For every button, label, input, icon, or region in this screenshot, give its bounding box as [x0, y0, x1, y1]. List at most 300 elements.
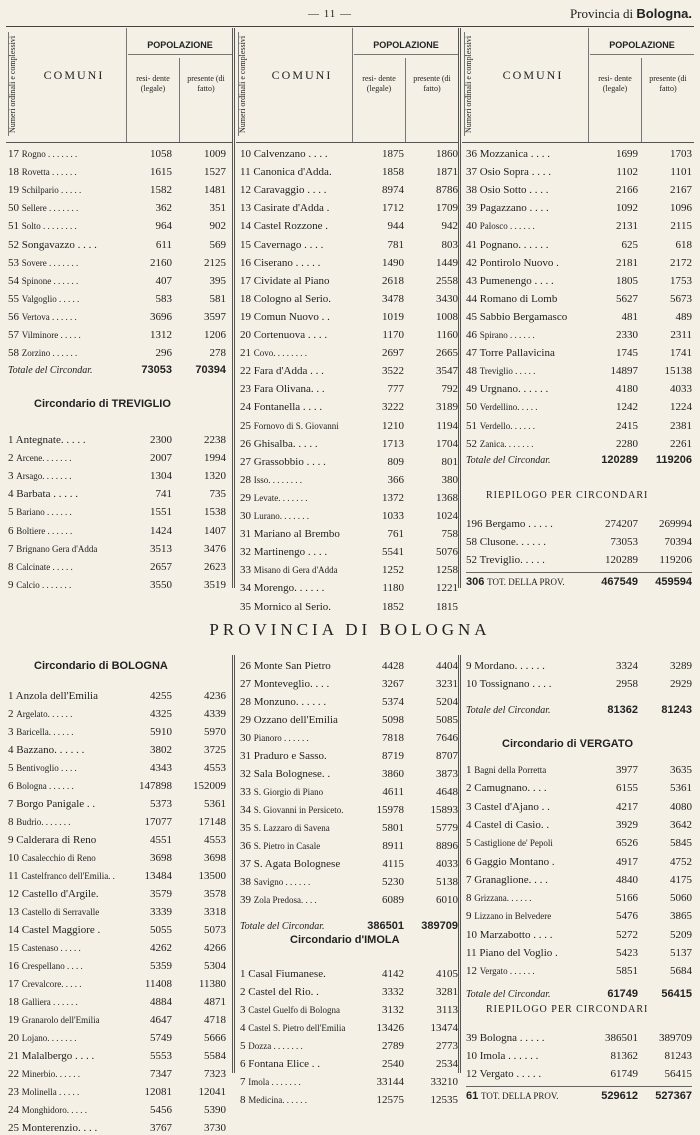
row-residente: 2540	[382, 1058, 404, 1070]
row-number: 6	[466, 855, 472, 868]
table-row	[240, 804, 458, 817]
row-residente: 8719	[382, 750, 404, 762]
row-number: 8	[466, 892, 472, 905]
row-number: 44	[466, 292, 477, 305]
table-row	[240, 293, 458, 306]
row-presente: 1704	[436, 437, 458, 450]
row-number: 19	[8, 184, 19, 197]
row-number: 19	[8, 1014, 19, 1026]
table-row	[240, 202, 458, 215]
row-name	[8, 744, 84, 757]
total-row	[8, 364, 226, 378]
table-row	[8, 293, 226, 306]
table-row	[466, 257, 692, 270]
row-comune: Tossignano . . . .	[479, 678, 552, 690]
row-presente: 3578	[204, 888, 226, 900]
table-row	[466, 782, 692, 795]
row-residente: 5272	[616, 928, 638, 941]
row-presente: 4339	[204, 708, 226, 720]
row-number: 30	[240, 510, 251, 522]
row-comune: Molinella . . . . .	[21, 1087, 80, 1097]
row-residente: 3324	[616, 660, 638, 672]
row-name	[240, 858, 340, 871]
table-row	[8, 220, 226, 233]
table-row	[466, 837, 692, 850]
row-comune: S. Pietro in Casale	[253, 841, 321, 851]
row-name	[240, 275, 330, 288]
row-number: 26	[240, 660, 251, 672]
row-presente: 8896	[436, 840, 458, 852]
row-comune: Zorzino . . . . . .	[21, 348, 78, 359]
row-comune: Comun Nuovo . .	[253, 310, 330, 323]
row-number: 8	[8, 560, 14, 573]
riepilogo-total	[466, 1090, 692, 1104]
row-presente: 380	[441, 473, 458, 486]
row-residente: 5553	[150, 1050, 172, 1062]
row-residente: 1033	[382, 510, 404, 522]
row-residente: 5098	[382, 714, 404, 726]
row-name	[8, 978, 81, 991]
row-presente: 5085	[436, 714, 458, 726]
row-number: 18	[8, 996, 19, 1008]
column-header-presente: presente (di fatto)	[413, 74, 451, 93]
column-header-popolazione: POPOLAZIONE	[128, 40, 232, 55]
row-residente: 1019	[382, 310, 404, 323]
row-comune: Castenaso . . . . .	[21, 943, 81, 953]
table-row	[466, 801, 692, 814]
row-name	[466, 1032, 545, 1045]
row-comune: Imola . . . . . .	[479, 1050, 539, 1062]
row-presente: 56415	[664, 1068, 692, 1080]
row-number: 7	[466, 873, 472, 886]
row-comune: Rogno . . . . . . .	[21, 149, 78, 159]
table-row	[240, 401, 458, 414]
row-residente: 5166	[616, 892, 638, 905]
row-presente: 33210	[430, 1076, 458, 1088]
row-name	[466, 239, 549, 252]
row-presente: 81243	[664, 1050, 692, 1062]
row-presente: 2261	[670, 437, 692, 450]
column-rule	[458, 28, 461, 588]
riepilogo-total-number: 306	[466, 576, 485, 588]
row-name	[466, 347, 555, 360]
row-residente: 741	[155, 488, 172, 501]
row-presente: 7323	[204, 1068, 226, 1080]
row-presente: 1481	[204, 184, 226, 197]
row-number: 6	[8, 524, 14, 537]
row-number: 25	[240, 419, 251, 432]
row-name	[466, 947, 558, 960]
row-number: 20	[240, 329, 251, 341]
row-presente: 1320	[204, 470, 226, 483]
row-comune: Zola Predosa. . . .	[253, 895, 317, 905]
table-row	[240, 1076, 458, 1089]
row-name	[240, 401, 322, 414]
row-name	[240, 1040, 303, 1053]
row-number: 11	[240, 166, 251, 179]
row-name	[240, 1004, 340, 1017]
row-comune: Mornico al Serio.	[253, 600, 332, 613]
row-residente: 3579	[150, 888, 172, 900]
row-name	[8, 506, 72, 519]
row-residente: 15978	[376, 804, 404, 816]
row-number: 10	[466, 928, 477, 941]
column-header-ordinal: Numeri ordinali e complessivi	[238, 32, 254, 136]
row-number: 13	[8, 906, 19, 918]
table-row	[8, 148, 226, 161]
row-comune: Songavazzo . . . .	[21, 238, 97, 251]
row-residente: 781	[387, 238, 404, 251]
row-presente: 5673	[670, 292, 692, 305]
row-number: 26	[240, 437, 251, 450]
row-number: 35	[240, 822, 251, 834]
table-row	[240, 492, 458, 505]
row-residente: 2618	[382, 274, 404, 287]
row-number: 35	[240, 600, 251, 613]
table-row	[8, 1068, 226, 1081]
row-presente: 4404	[436, 660, 458, 672]
table-row	[466, 1050, 692, 1063]
row-presente: 758	[441, 528, 458, 541]
row-name	[466, 801, 550, 814]
row-presente: 1860	[436, 148, 458, 160]
row-presente: 13474	[430, 1022, 458, 1034]
row-number: 50	[8, 202, 19, 215]
row-presente: 269994	[659, 518, 692, 530]
row-comune: Clusone. . . . . .	[479, 536, 547, 548]
row-number: 12	[466, 1068, 477, 1080]
row-presente: 5137	[670, 947, 692, 959]
row-presente: 5779	[436, 822, 458, 834]
row-name	[8, 452, 71, 465]
total-residente: 81362	[607, 704, 638, 716]
row-name	[240, 383, 325, 396]
row-name	[240, 1094, 307, 1107]
row-presente: 3730	[204, 1122, 226, 1134]
table-row	[8, 275, 226, 288]
table-row	[8, 780, 226, 793]
table-row	[240, 696, 458, 709]
row-name	[240, 968, 326, 981]
table-row	[240, 275, 458, 288]
row-presente: 3476	[204, 542, 226, 555]
row-comune: Romano di Lomb	[479, 292, 558, 305]
table-row	[240, 894, 458, 907]
table-row	[240, 564, 458, 577]
row-number: 31	[240, 528, 251, 541]
row-residente: 1170	[382, 329, 404, 341]
row-residente: 147898	[139, 780, 172, 792]
row-residente: 4255	[150, 690, 172, 702]
row-comune: Treviglio. . . . .	[479, 554, 545, 566]
row-residente: 2166	[616, 184, 638, 197]
row-comune: Calvenzano . . . .	[253, 148, 328, 160]
row-number: 12	[240, 184, 251, 197]
row-presente: 1009	[204, 148, 226, 160]
row-comune: Fontanella . . . .	[253, 401, 323, 414]
row-comune: Zanica. . . . . . .	[479, 438, 534, 449]
row-comune: S. Lazzaro di Savena	[253, 823, 330, 833]
table-row	[240, 474, 458, 487]
row-number: 39	[466, 202, 477, 215]
row-presente: 351	[209, 202, 226, 215]
row-name	[240, 678, 329, 691]
row-comune: Fara d'Adda . . .	[253, 365, 324, 378]
row-residente: 3696	[150, 310, 172, 323]
row-number: 54	[8, 274, 19, 287]
row-number: 1	[240, 968, 246, 980]
table-row	[466, 536, 692, 549]
row-name	[240, 257, 320, 270]
row-name	[466, 536, 546, 549]
row-residente: 1092	[616, 202, 638, 215]
table-row	[240, 510, 458, 523]
row-presente: 119206	[659, 554, 692, 566]
row-number: 28	[240, 473, 251, 486]
circondario-heading: Circondario di TREVIGLIO	[34, 398, 171, 410]
table-row	[8, 942, 226, 955]
riepilogo-total-presente: 527367	[655, 1090, 692, 1102]
row-comune: Calderara di Reno	[16, 834, 97, 846]
row-number: 15	[240, 238, 251, 251]
row-name	[8, 1032, 77, 1045]
table-row	[8, 870, 226, 883]
row-residente: 2160	[150, 256, 172, 269]
row-residente: 3929	[616, 818, 638, 831]
table-row	[8, 506, 226, 519]
row-presente: 5060	[670, 892, 692, 905]
table-row	[240, 582, 458, 595]
row-residente: 1210	[382, 419, 404, 432]
row-name	[8, 1122, 97, 1135]
total-presente: 389709	[421, 920, 458, 932]
row-number: 2	[466, 782, 472, 795]
table-row	[8, 1014, 226, 1027]
row-name	[240, 528, 340, 541]
table-row	[466, 239, 692, 252]
row-name	[8, 148, 77, 161]
row-residente: 1312	[150, 329, 172, 341]
row-presente: 13500	[198, 870, 226, 882]
row-comune: Grizzana. . . . . .	[474, 893, 532, 904]
table-row	[240, 732, 458, 745]
row-comune: Marzabotto . . . .	[479, 928, 553, 941]
row-name	[8, 708, 72, 721]
row-comune: Castiglione de' Pepoli	[474, 838, 553, 849]
table-row	[240, 601, 458, 614]
row-presente: 1407	[204, 524, 226, 537]
row-residente: 5423	[616, 947, 638, 959]
row-number: 29	[240, 491, 251, 504]
row-presente: 4718	[204, 1014, 226, 1026]
row-number: 52	[8, 238, 19, 251]
row-name	[8, 726, 73, 739]
row-presente: 2623	[204, 560, 226, 573]
row-comune: Castel del Rio. .	[248, 986, 319, 998]
total-presente: 81243	[661, 704, 692, 716]
row-name	[240, 840, 320, 853]
row-name	[8, 996, 78, 1009]
row-residente: 3222	[382, 401, 404, 414]
row-number: 57	[8, 329, 19, 341]
row-comune: Monzuno. . . . . .	[253, 696, 327, 708]
row-name	[8, 798, 95, 811]
table-row	[466, 947, 692, 960]
row-number: 34	[240, 582, 251, 595]
row-name	[8, 434, 86, 447]
table-row	[466, 202, 692, 215]
row-comune: Lizzano in Belvedere	[474, 911, 552, 922]
row-presente: 1815	[436, 600, 458, 613]
table-row	[240, 220, 458, 233]
row-name	[8, 220, 77, 233]
row-number: 53	[8, 256, 19, 269]
riepilogo-total-label: TOT. DELLA PROV.	[487, 577, 565, 587]
row-comune: Verdellino. . . . .	[479, 402, 538, 413]
row-presente: 3873	[436, 768, 458, 780]
row-residente: 5359	[150, 960, 172, 972]
page-number: — 11 —	[307, 8, 353, 20]
table-row	[240, 456, 458, 469]
row-comune: Imola . . . . . . .	[248, 1077, 301, 1087]
row-number: 41	[466, 238, 477, 251]
table-row	[8, 239, 226, 252]
row-name	[240, 1076, 301, 1089]
row-presente: 17148	[198, 816, 226, 828]
row-number: 7	[8, 542, 14, 555]
column-divider	[126, 28, 127, 142]
table-row	[8, 744, 226, 757]
total-presente: 119206	[655, 454, 692, 466]
row-residente: 17077	[144, 816, 172, 828]
row-number: 24	[8, 1104, 19, 1116]
riepilogo-total	[466, 576, 692, 590]
table-row	[8, 543, 226, 556]
row-comune: Arcene. . . . . . .	[16, 453, 72, 464]
row-comune: Argelato. . . . . .	[16, 709, 73, 719]
row-name	[8, 924, 100, 937]
row-comune: Bagni della Porretta	[474, 765, 547, 775]
row-name	[8, 870, 115, 883]
row-comune: Urgnano. . . . . .	[479, 383, 549, 396]
row-number: 10	[240, 148, 251, 160]
table-row	[240, 438, 458, 451]
row-number: 21	[8, 1050, 19, 1062]
row-name	[8, 1050, 94, 1063]
row-number: 38	[240, 876, 251, 888]
row-comune: Crevalcore. . . . .	[21, 979, 82, 989]
row-number: 7	[240, 1076, 246, 1088]
row-number: 16	[240, 256, 251, 269]
row-residente: 1058	[150, 148, 172, 160]
row-residente: 3513	[150, 542, 172, 555]
row-number: 2	[8, 708, 14, 720]
row-presente: 2172	[670, 256, 692, 269]
row-comune: Ozzano dell'Emilia	[253, 714, 338, 726]
row-comune: Bologna . . . . . .	[16, 781, 74, 791]
row-presente: 4175	[670, 873, 692, 886]
row-residente: 1242	[616, 401, 638, 414]
row-presente: 5138	[436, 876, 458, 888]
row-number: 46	[466, 329, 477, 341]
row-residente: 3977	[616, 764, 638, 776]
row-name	[8, 834, 96, 847]
row-comune: Pognano. . . . . .	[479, 238, 549, 251]
riepilogo-total-name	[466, 1090, 559, 1103]
table-row	[466, 874, 692, 887]
row-number: 7	[8, 798, 14, 810]
row-presente: 3865	[670, 910, 692, 923]
row-name	[240, 564, 338, 577]
row-presente: 7646	[436, 732, 458, 744]
row-comune: Barbata . . . . .	[16, 488, 78, 501]
table-row	[240, 714, 458, 727]
row-comune: Bentivoglio . . . .	[16, 763, 77, 773]
row-presente: 5304	[204, 960, 226, 972]
row-number: 45	[466, 310, 477, 323]
row-number: 42	[466, 256, 477, 269]
row-comune: Misano di Gera d'Adda	[253, 565, 338, 576]
row-number: 32	[240, 546, 251, 559]
row-presente: 1008	[436, 310, 458, 323]
row-residente: 2697	[382, 347, 404, 360]
row-comune: Ghisalba. . . . .	[253, 437, 318, 450]
row-presente: 801	[441, 455, 458, 468]
row-name	[466, 202, 549, 215]
row-number: 50	[466, 401, 477, 414]
table-row	[466, 764, 692, 777]
row-presente: 4080	[670, 800, 692, 813]
row-comune: Savigno . . . . . .	[253, 877, 311, 887]
column-header-comuni: COMUNI	[43, 68, 105, 82]
column-header	[236, 28, 458, 143]
row-number: 17	[240, 274, 251, 287]
row-comune: Cologno al Serio.	[253, 292, 332, 305]
row-comune: Fornovo di S. Giovanni	[253, 420, 339, 431]
row-name	[240, 714, 338, 727]
row-name	[8, 579, 71, 592]
row-residente: 13426	[376, 1022, 404, 1034]
row-comune: Vilminore . . . . .	[21, 330, 81, 340]
total-label: Totale del Circondar.	[8, 365, 93, 376]
province-title: PROVINCIA DI BOLOGNA	[209, 620, 491, 639]
table-row	[8, 525, 226, 538]
table-row	[8, 996, 226, 1009]
row-name	[240, 220, 328, 233]
column-divider	[405, 58, 406, 142]
row-name	[8, 166, 77, 179]
column-header-popolazione: POPOLAZIONE	[354, 40, 458, 55]
row-presente: 1871	[436, 166, 458, 179]
table-row	[8, 708, 226, 721]
row-residente: 4611	[382, 786, 404, 798]
row-residente: 120289	[605, 554, 638, 566]
row-name	[8, 525, 72, 538]
row-presente: 2167	[670, 184, 692, 197]
row-residente: 4115	[382, 858, 404, 870]
row-comune: Sabbio Bergamasco	[479, 310, 568, 323]
row-name	[466, 837, 553, 850]
row-comune: Castello di Serravalle	[21, 907, 100, 917]
row-name	[466, 438, 533, 451]
row-residente: 6089	[382, 894, 404, 906]
row-presente: 3698	[204, 852, 226, 864]
row-residente: 8974	[382, 184, 404, 197]
column-rule	[232, 655, 235, 1073]
column-header	[462, 28, 694, 143]
row-comune: Treviglio . . . . .	[479, 366, 536, 377]
row-name	[240, 311, 330, 324]
